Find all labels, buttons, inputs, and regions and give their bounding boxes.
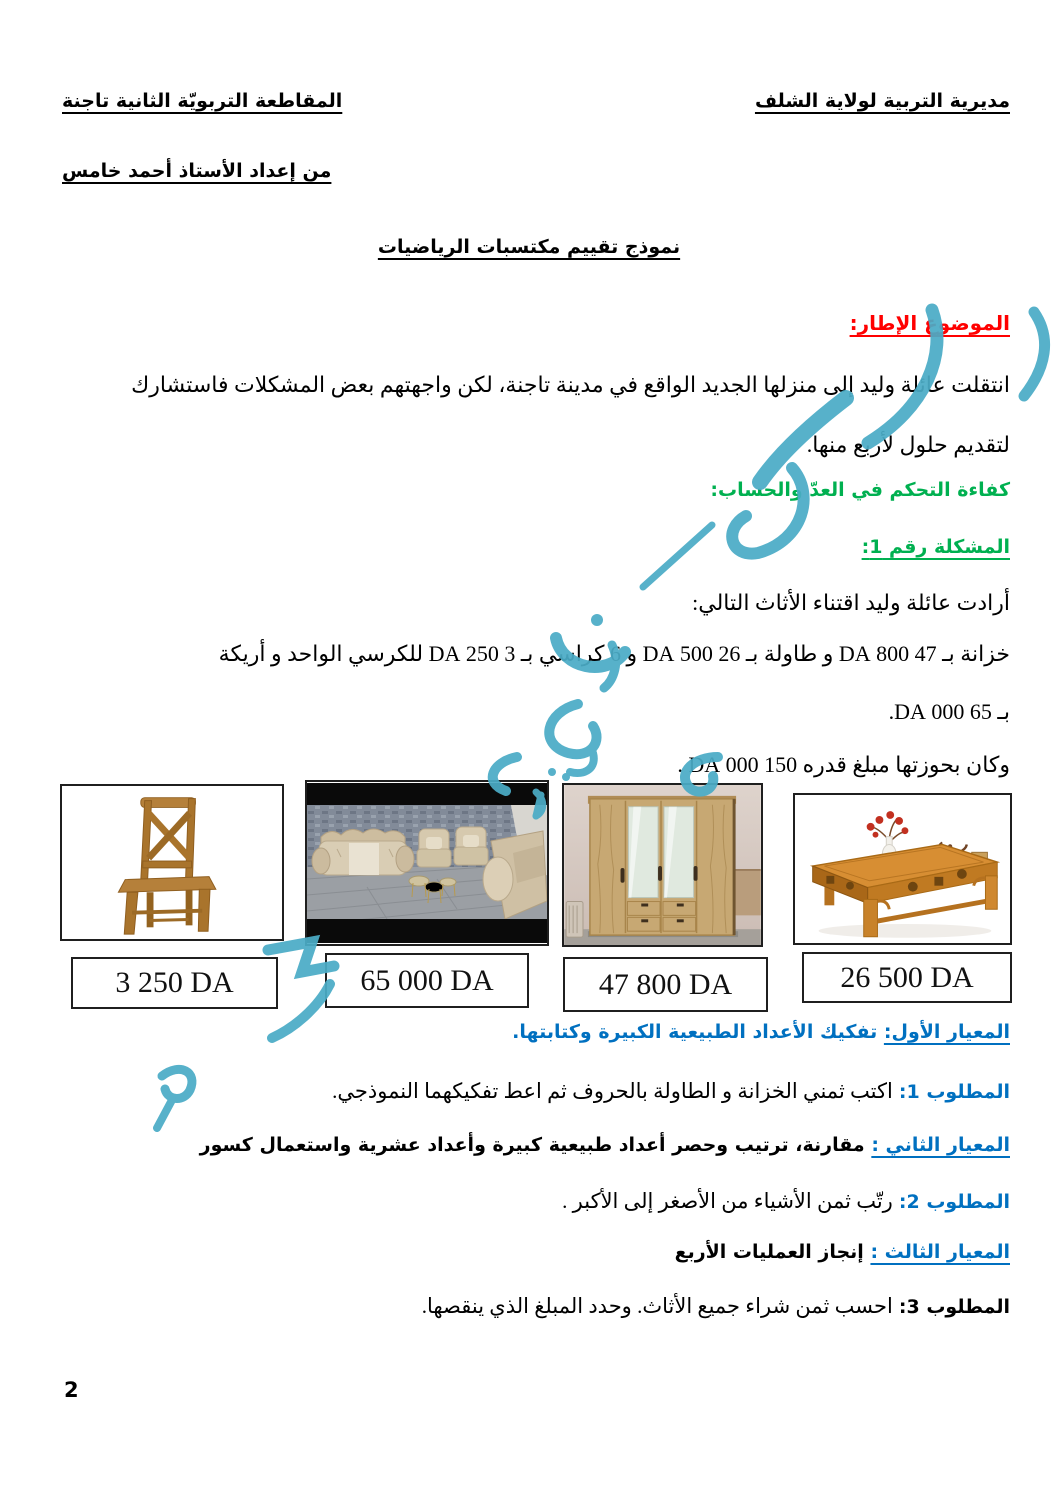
header-directorate: مديرية التربية لولاية الشلف — [754, 90, 1010, 112]
living-room-price-label: 65 000 DA — [325, 953, 529, 1008]
chair-price-label: 3 250 DA — [71, 957, 278, 1009]
sofa-price-line: بـ 65 000 DA. — [888, 699, 1010, 724]
intro-line-2: لتقديم حلول لأربع منها. — [806, 432, 1010, 457]
criterion-2-text: مقارنة، ترتيب وحصر أعداد طبيعية كبيرة وأعداد عشرية واستعمال كسور — [199, 1134, 865, 1156]
budget-line: وكان بحوزتها مبلغ قدره 150 000 DA . — [677, 752, 1010, 777]
living-room-set-illustration — [307, 782, 547, 944]
furniture-prices-line: خزانة بـ 47 800 DA و طاولة بـ 26 500 DA و 6 كراسي بـ 3 250 DA للكرسي الواحد و أريكة — [218, 641, 1010, 666]
criterion-3-label: المعيار الثالث : — [870, 1241, 1010, 1263]
criterion-3-text: إنجاز العمليات الأربع — [674, 1241, 864, 1263]
header-prepared-by: من إعداد الأستاذ أحمد خامس — [62, 160, 332, 182]
criterion-1-line — [512, 1021, 1010, 1043]
criterion-1-text: تفكيك الأعداد الطبيعية الكبيرة وكتابتها. — [512, 1021, 878, 1043]
criterion-2-label: المعيار الثاني : — [871, 1134, 1010, 1156]
living-room-photo-frame — [305, 780, 549, 946]
requirement-2-line — [562, 1189, 1010, 1214]
requirement-3-line — [422, 1294, 1010, 1319]
table-photo-frame — [793, 793, 1012, 945]
chair-illustration — [62, 786, 282, 939]
wardrobe-photo-frame — [562, 783, 763, 947]
requirement-3-label: المطلوب 3: — [898, 1296, 1010, 1318]
table-price-label: 26 500 DA — [802, 952, 1012, 1003]
page-number: 2 — [64, 1378, 79, 1402]
page-title: نموذج تقييم مكتسبات الرياضيات — [377, 236, 681, 258]
requirement-2-text: رتّب ثمن الأشياء من الأصغر إلى الأكبر . — [562, 1189, 893, 1213]
requirement-2-label: المطلوب 2: — [898, 1191, 1010, 1213]
problem-heading: المشكلة رقم 1: — [861, 536, 1010, 558]
wardrobe-illustration — [564, 785, 761, 945]
requirement-1-label: المطلوب 1: — [898, 1081, 1010, 1103]
header-district: المقاطعة التربويّة الثانية تاجنة — [62, 90, 343, 112]
intro-line-1: انتقلت عائلة وليد إلى منزلها الجديد الواقع في مدينة تاجنة، لكن واجهتهم بعض المشكلات فاستشارك — [131, 372, 1010, 397]
problem-intro: أرادت عائلة وليد اقتناء الأثاث التالي: — [692, 590, 1010, 615]
table-illustration — [795, 795, 1010, 943]
chair-photo-frame — [60, 784, 284, 941]
requirement-3-text: احسب ثمن شراء جميع الأثاث. وحدد المبلغ الذي ينقصها. — [421, 1294, 893, 1318]
framework-heading: الموضوع الإطار: — [849, 311, 1010, 335]
requirement-1-line — [332, 1079, 1010, 1104]
criterion-1-label: المعيار الأول: — [883, 1021, 1010, 1043]
criterion-3-line — [675, 1241, 1010, 1263]
requirement-1-text: اكتب ثمني الخزانة و الطاولة بالحروف ثم اعط تفكيكهما النموذجي. — [332, 1079, 893, 1103]
competency-label: كفاءة التحكم في العدّ والحساب: — [710, 479, 1010, 501]
wardrobe-price-label: 47 800 DA — [563, 957, 768, 1012]
criterion-2-line — [200, 1134, 1010, 1156]
